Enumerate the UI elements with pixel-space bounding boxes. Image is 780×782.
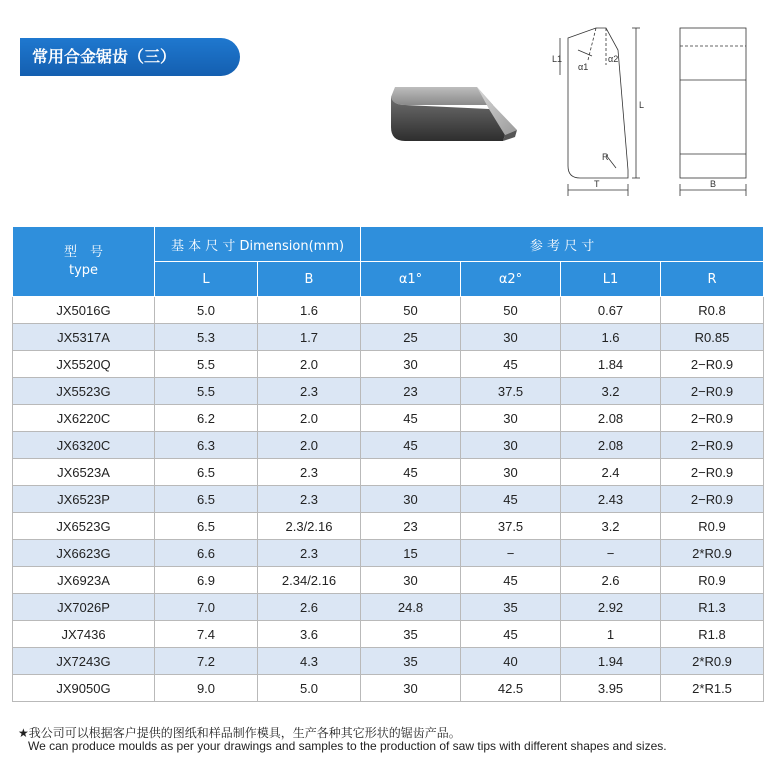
table-cell: 2.3	[258, 459, 361, 486]
table-cell: 45	[461, 621, 561, 648]
table-cell: 2−R0.9	[661, 432, 764, 459]
table-cell: 4.3	[258, 648, 361, 675]
table-cell: 3.2	[561, 513, 661, 540]
page-title: 常用合金锯齿（三）	[20, 38, 240, 76]
type-header-cn: 型 号	[63, 244, 103, 260]
table-cell: 42.5	[461, 675, 561, 702]
table-cell: −	[461, 540, 561, 567]
table-cell: 30	[461, 432, 561, 459]
table-cell: 37.5	[461, 513, 561, 540]
table-cell: 1.84	[561, 351, 661, 378]
table-cell: 6.9	[155, 567, 258, 594]
table-cell: −	[561, 540, 661, 567]
table-cell: R0.85	[661, 324, 764, 351]
table-cell: 5.5	[155, 351, 258, 378]
table-cell: 2.3	[258, 378, 361, 405]
table-cell: JX6523P	[13, 486, 155, 513]
table-cell: 2*R0.9	[661, 648, 764, 675]
label-l1: L1	[552, 54, 563, 64]
table-cell: 45	[461, 567, 561, 594]
table-cell: 30	[361, 675, 461, 702]
table-cell: 23	[361, 513, 461, 540]
table-cell: 1.6	[258, 297, 361, 324]
footnote-en: We can produce moulds as per your drawings and samples to the production of saw tips with different shapes and sizes.	[28, 739, 667, 753]
table-cell: 2.0	[258, 351, 361, 378]
table-cell: 30	[361, 567, 461, 594]
table-row	[13, 432, 764, 459]
table-row	[13, 567, 764, 594]
table-cell: 2−R0.9	[661, 486, 764, 513]
table-cell: JX9050G	[13, 675, 155, 702]
table-cell: 6.5	[155, 513, 258, 540]
table-cell: 6.5	[155, 459, 258, 486]
spec-table	[12, 226, 764, 702]
footnote-cn: ★我公司可以根据客户提供的图纸和样品制作模具，生产各种其它形状的锯齿产品。	[18, 726, 461, 740]
table-cell: 6.3	[155, 432, 258, 459]
table-cell: JX6623G	[13, 540, 155, 567]
dimension-header: 基 本 尺 寸 Dimension(mm)	[155, 227, 361, 262]
label-r: R	[602, 152, 609, 162]
table-row	[13, 324, 764, 351]
table-cell: 1.6	[561, 324, 661, 351]
saw-tip-image	[385, 75, 525, 155]
table-cell: 2.6	[258, 594, 361, 621]
table-cell: 45	[461, 351, 561, 378]
table-cell: R0.9	[661, 567, 764, 594]
table-row	[13, 459, 764, 486]
table-row	[13, 486, 764, 513]
table-cell: JX6523G	[13, 513, 155, 540]
table-row	[13, 675, 764, 702]
column-header-alpha2: α2°	[461, 262, 561, 297]
table-row	[13, 594, 764, 621]
column-header-b: B	[258, 262, 361, 297]
table-cell: 5.3	[155, 324, 258, 351]
column-header-r: R	[661, 262, 764, 297]
table-cell: 37.5	[461, 378, 561, 405]
table-cell: 15	[361, 540, 461, 567]
table-row	[13, 351, 764, 378]
table-cell: JX7026P	[13, 594, 155, 621]
table-cell: 1	[561, 621, 661, 648]
table-cell: 2.3	[258, 540, 361, 567]
table-cell: 2.0	[258, 432, 361, 459]
table-cell: 3.2	[561, 378, 661, 405]
table-cell: 6.5	[155, 486, 258, 513]
table-cell: 35	[461, 594, 561, 621]
table-cell: 6.6	[155, 540, 258, 567]
table-cell: 24.8	[361, 594, 461, 621]
table-cell: 1.94	[561, 648, 661, 675]
table-cell: JX5016G	[13, 297, 155, 324]
table-cell: 3.95	[561, 675, 661, 702]
table-row	[13, 540, 764, 567]
table-cell: 2.3	[258, 486, 361, 513]
label-alpha1: α1	[578, 62, 589, 72]
table-cell: 2.6	[561, 567, 661, 594]
table-cell: JX7243G	[13, 648, 155, 675]
table-cell: 3.6	[258, 621, 361, 648]
table-cell: 2.08	[561, 432, 661, 459]
table-cell: JX5520Q	[13, 351, 155, 378]
table-cell: JX5523G	[13, 378, 155, 405]
table-cell: 2*R0.9	[661, 540, 764, 567]
table-cell: 2.3/2.16	[258, 513, 361, 540]
table-cell: R0.9	[661, 513, 764, 540]
table-cell: 7.4	[155, 621, 258, 648]
footnote	[18, 727, 768, 753]
column-header-l: L	[155, 262, 258, 297]
table-row	[13, 648, 764, 675]
table-cell: 2.08	[561, 405, 661, 432]
table-cell: 6.2	[155, 405, 258, 432]
table-cell: 2.92	[561, 594, 661, 621]
table-cell: JX6220C	[13, 405, 155, 432]
table-cell: JX6320C	[13, 432, 155, 459]
table-row	[13, 621, 764, 648]
table-cell: 2.4	[561, 459, 661, 486]
table-cell: 9.0	[155, 675, 258, 702]
table-cell: 25	[361, 324, 461, 351]
table-cell: 2*R1.5	[661, 675, 764, 702]
reference-header: 参 考 尺 寸	[361, 227, 764, 262]
table-cell: 45	[361, 459, 461, 486]
table-cell: 45	[361, 405, 461, 432]
table-row	[13, 378, 764, 405]
table-cell: R1.8	[661, 621, 764, 648]
table-cell: 50	[361, 297, 461, 324]
table-cell: 2−R0.9	[661, 405, 764, 432]
table-cell: 50	[461, 297, 561, 324]
type-header-en: type	[68, 262, 99, 278]
table-row	[13, 297, 764, 324]
table-cell: 0.67	[561, 297, 661, 324]
table-cell: 5.0	[258, 675, 361, 702]
table-cell: JX6523A	[13, 459, 155, 486]
table-cell: 7.0	[155, 594, 258, 621]
table-cell: JX5317A	[13, 324, 155, 351]
table-cell: R0.8	[661, 297, 764, 324]
table-cell: 30	[361, 486, 461, 513]
table-cell: 30	[461, 459, 561, 486]
table-cell: 2.0	[258, 405, 361, 432]
table-cell: JX7436	[13, 621, 155, 648]
table-row	[13, 513, 764, 540]
table-cell: 45	[361, 432, 461, 459]
table-cell: 40	[461, 648, 561, 675]
table-cell: 23	[361, 378, 461, 405]
label-t: T	[594, 179, 600, 189]
table-cell: 35	[361, 621, 461, 648]
table-cell: 7.2	[155, 648, 258, 675]
table-cell: 1.7	[258, 324, 361, 351]
table-cell: 2−R0.9	[661, 459, 764, 486]
dimension-drawing	[548, 20, 768, 205]
column-header-alpha1: α1°	[361, 262, 461, 297]
table-cell: 30	[461, 405, 561, 432]
table-cell: 2−R0.9	[661, 378, 764, 405]
label-l: L	[639, 100, 645, 110]
table-cell: 2.43	[561, 486, 661, 513]
table-row	[13, 405, 764, 432]
label-alpha2: α2	[608, 54, 619, 64]
table-cell: JX6923A	[13, 567, 155, 594]
table-cell: 30	[461, 324, 561, 351]
table-cell: 2.34/2.16	[258, 567, 361, 594]
type-header	[13, 227, 155, 297]
column-header-l1: L1	[561, 262, 661, 297]
table-cell: 45	[461, 486, 561, 513]
table-cell: R1.3	[661, 594, 764, 621]
label-b: B	[710, 179, 717, 189]
table-cell: 5.0	[155, 297, 258, 324]
table-cell: 5.5	[155, 378, 258, 405]
table-cell: 2−R0.9	[661, 351, 764, 378]
table-cell: 30	[361, 351, 461, 378]
table-cell: 35	[361, 648, 461, 675]
